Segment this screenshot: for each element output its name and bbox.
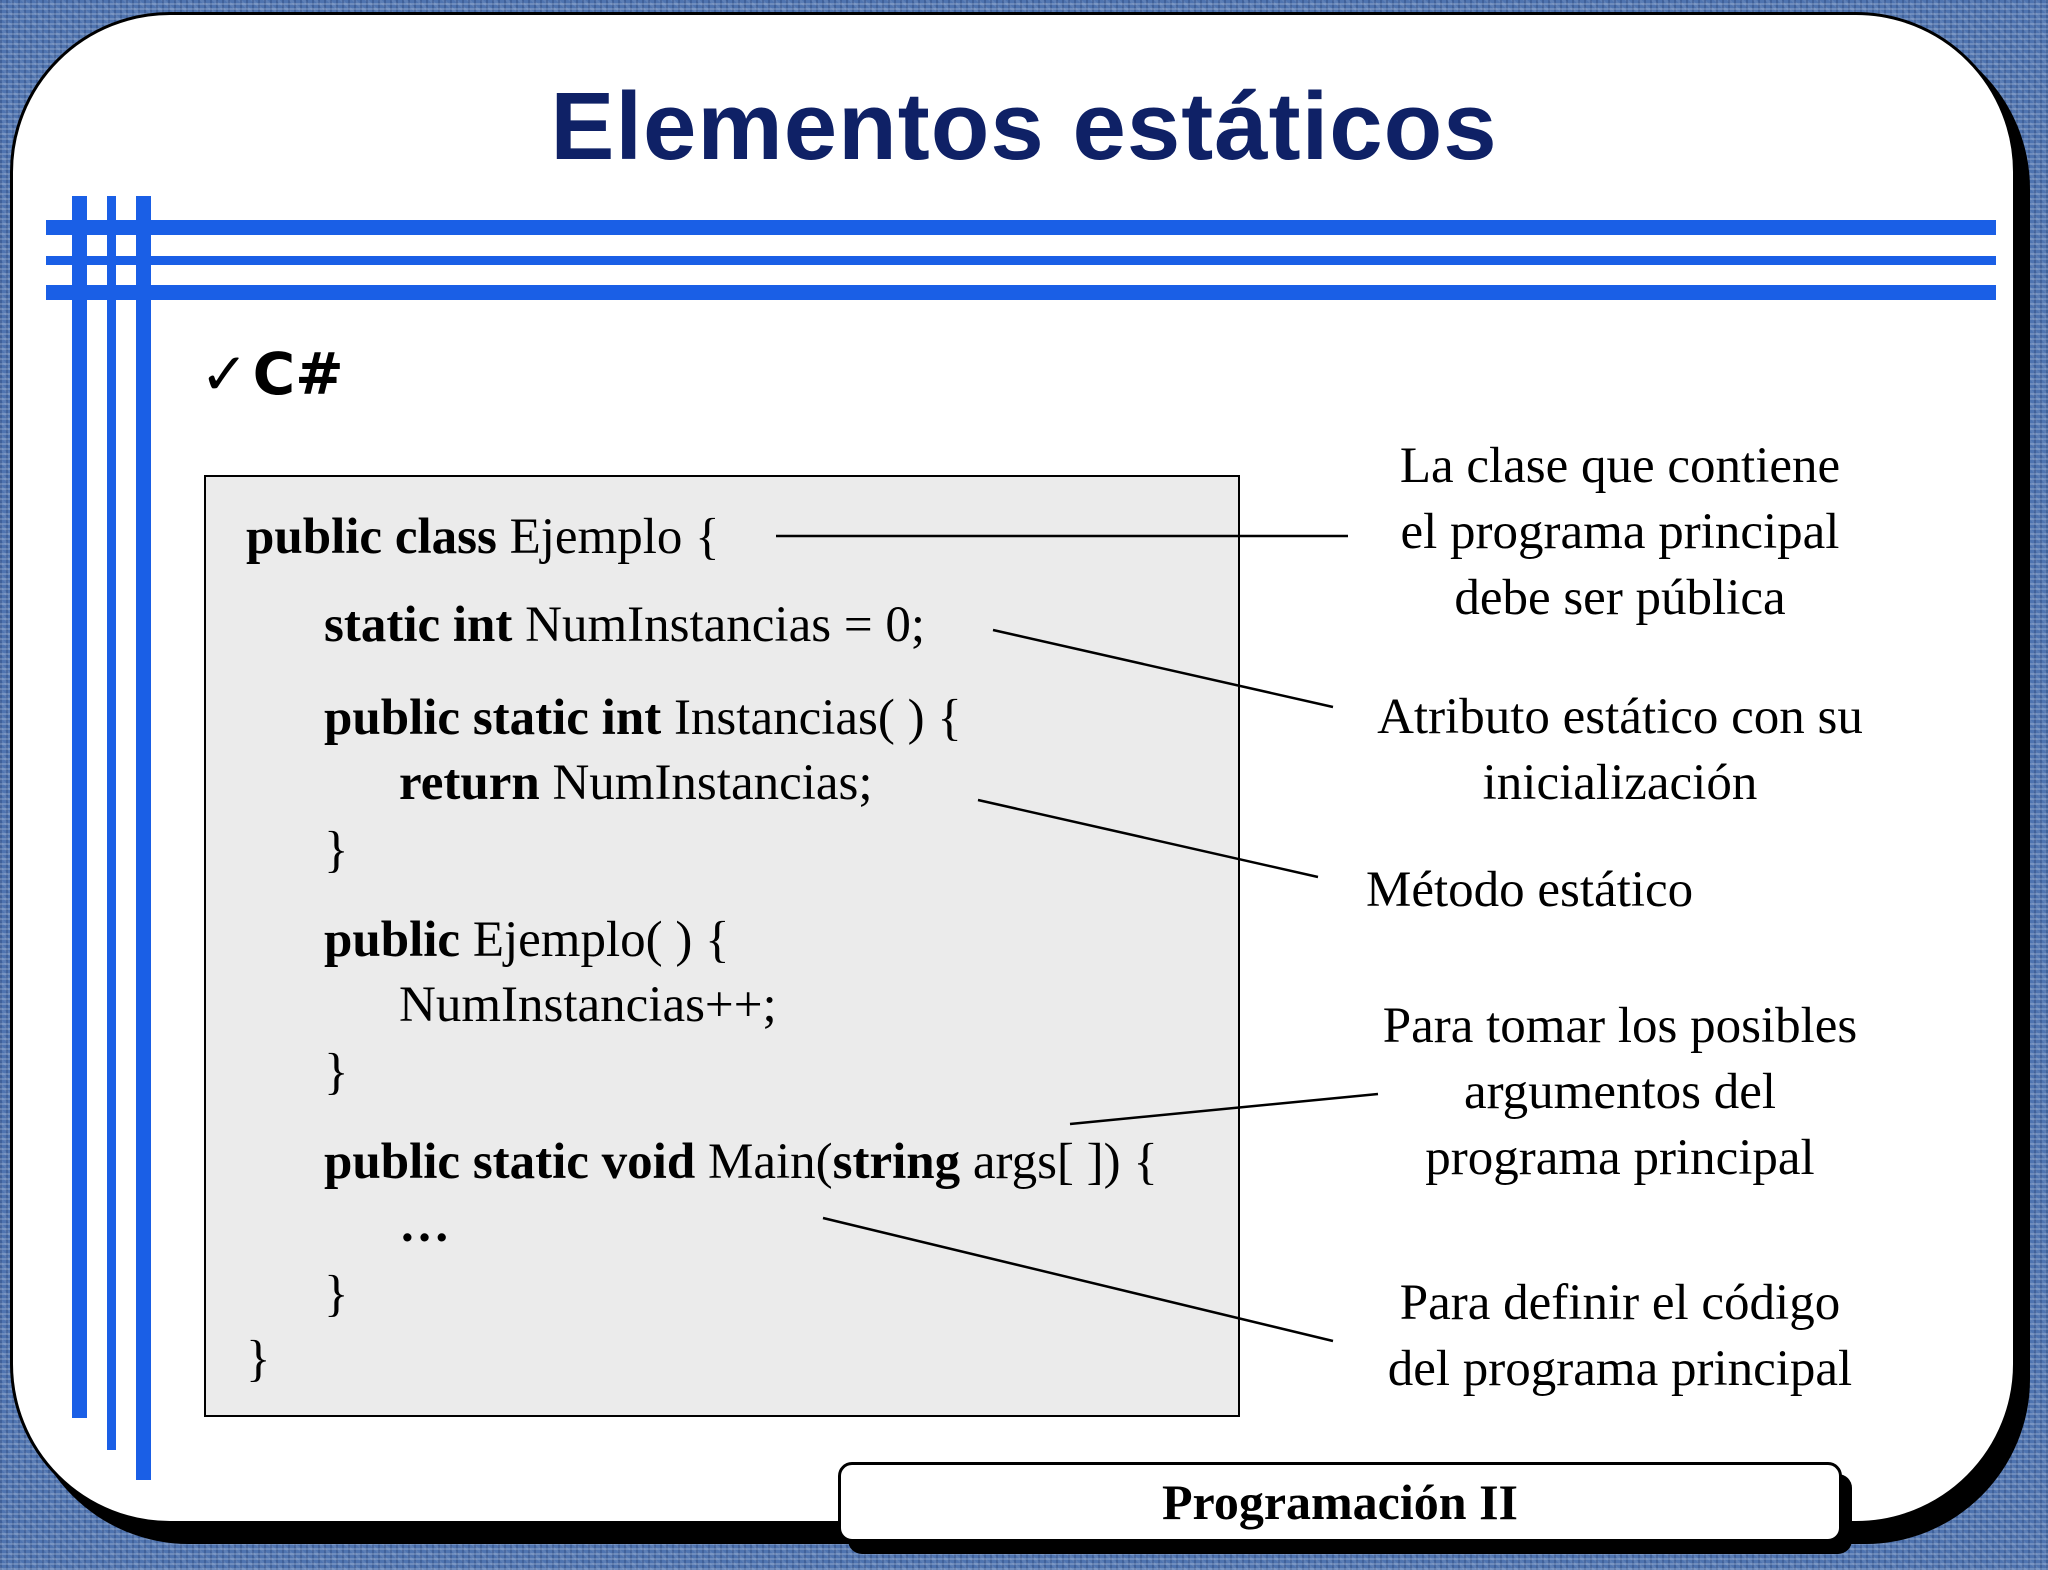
code-keyword: static int: [324, 597, 513, 653]
code-text: }: [324, 822, 349, 878]
code-keyword: return: [399, 755, 540, 811]
code-keyword: public static int: [324, 690, 662, 746]
code-text: NumInstancias;: [539, 755, 873, 811]
note-public-class: La clase que contiene el programa principal debe ser pública: [1399, 438, 1841, 626]
code-keyword: string: [832, 1134, 961, 1190]
note-static-method: Método estático: [1366, 862, 1694, 918]
code-text: }: [246, 1331, 271, 1387]
leader-line-main: [823, 1218, 1333, 1341]
note-args: Para tomar los posibles argumentos del programa principal: [1382, 998, 1858, 1186]
code-keyword: public static void: [324, 1134, 696, 1190]
leader-line-method: [978, 800, 1318, 877]
footer-label: Programación II: [838, 1462, 1842, 1542]
checkmark-icon: ✓: [200, 340, 249, 408]
leader-line-attribute: [993, 630, 1333, 707]
code-keyword: …: [399, 1197, 450, 1253]
section-label: C#: [252, 340, 344, 408]
note-main: Para definir el código del programa principal: [1387, 1275, 1853, 1397]
code-keyword: public: [324, 912, 461, 968]
code-text: }: [324, 1044, 349, 1100]
code-text: NumInstancias++;: [399, 977, 777, 1033]
note-static-attribute: Atributo estático con su inicialización: [1377, 689, 1863, 811]
code-text: Instancias( ) {: [661, 690, 962, 746]
code-text: Ejemplo {: [496, 509, 720, 565]
code-text: args[ ]) {: [960, 1134, 1158, 1190]
code-text: }: [324, 1266, 349, 1322]
code-keyword: public class: [246, 509, 497, 565]
code-text: Main(: [695, 1134, 833, 1190]
leader-line-args: [1070, 1094, 1378, 1124]
code-text: Ejemplo( ) {: [460, 912, 730, 968]
slide-title: Elementos estáticos: [550, 73, 1498, 180]
code-text: NumInstancias = 0;: [512, 597, 925, 653]
